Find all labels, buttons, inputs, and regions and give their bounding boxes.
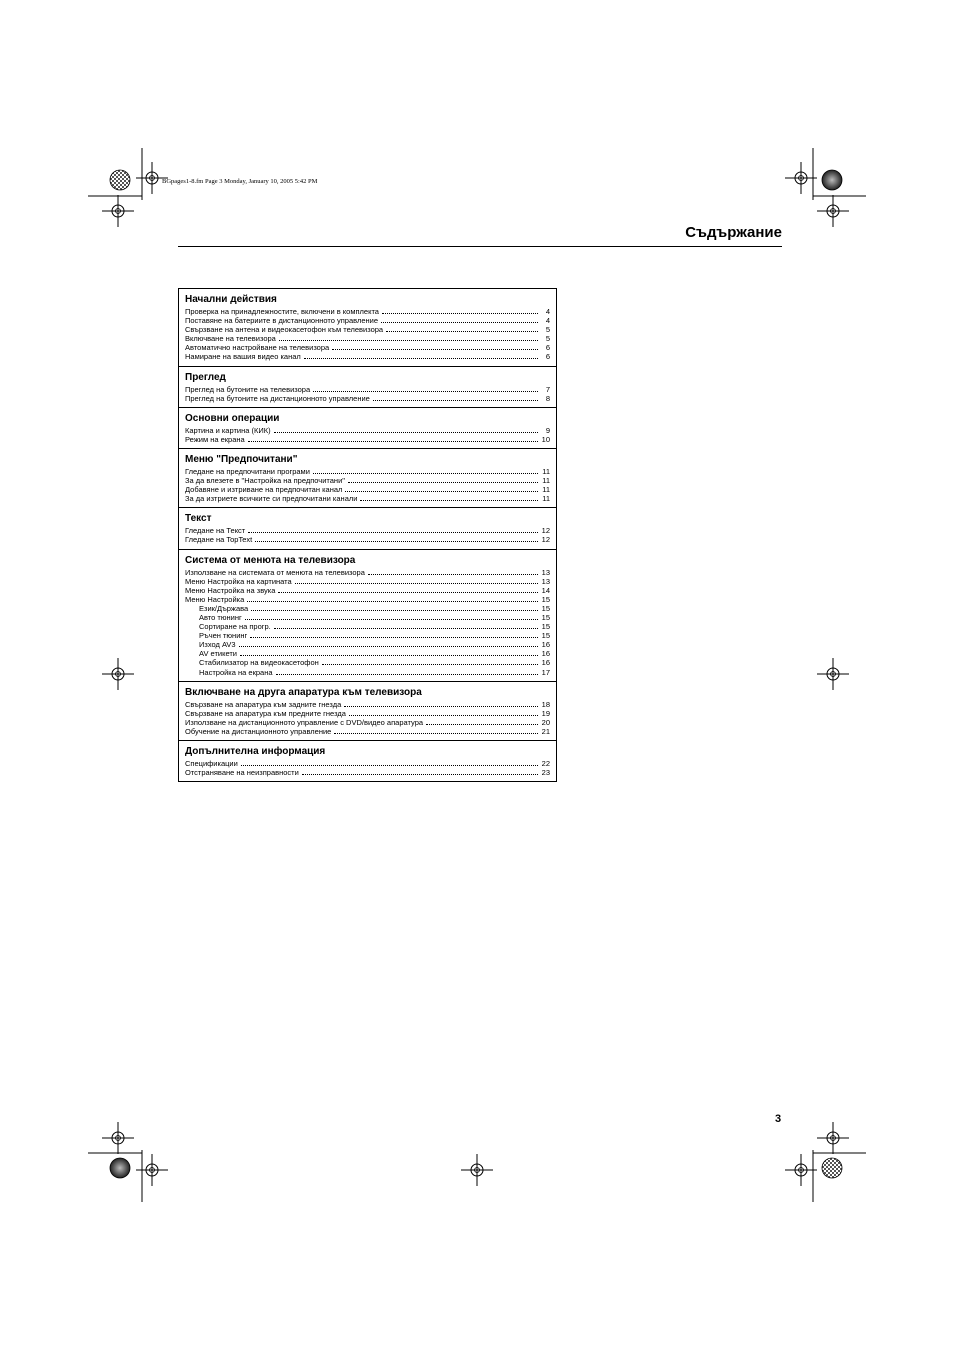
toc-entry-label: Стабилизатор на видеокасетофон <box>199 658 319 668</box>
toc-section-title: Текст <box>185 513 212 525</box>
toc-section <box>179 740 556 781</box>
toc-entry-page: 4 <box>545 316 550 326</box>
toc-entry[interactable] <box>185 759 550 768</box>
toc-entry[interactable] <box>185 604 550 613</box>
toc-entry-page: 5 <box>545 334 550 344</box>
toc-entry[interactable] <box>185 476 550 485</box>
toc-entry-page: 12 <box>541 526 550 536</box>
toc-entry[interactable] <box>185 385 550 394</box>
toc-entry-label: Автоматично настройване на телевизора <box>185 343 330 353</box>
registration-target-icon <box>822 1158 842 1178</box>
print-slug: BGpages1-8.fm Page 3 Monday, January 10, 2005 5:42 PM <box>162 178 318 185</box>
page-title: Съдържание <box>685 224 782 241</box>
toc-entry[interactable] <box>185 334 550 343</box>
toc-entry-page: 11 <box>542 494 550 504</box>
toc-section-title: Меню "Предпочитани" <box>185 453 298 465</box>
toc-entry-label: Гледане на Текст <box>185 526 246 536</box>
toc-entry-page: 8 <box>545 393 550 403</box>
toc-section-title: Основни операции <box>185 412 280 424</box>
toc-entry[interactable] <box>185 586 550 595</box>
toc-entry-page: 16 <box>541 640 550 650</box>
leader-dots <box>386 331 538 332</box>
leader-dots <box>251 610 538 611</box>
leader-dots <box>381 322 538 323</box>
table-of-contents <box>178 288 557 782</box>
leader-dots <box>274 628 538 629</box>
toc-entry[interactable] <box>185 485 550 494</box>
toc-entry-label: Използване на дистанционното управление с DVD/видео апаратура <box>185 717 424 727</box>
toc-entry[interactable] <box>185 595 550 604</box>
toc-entry-page: 10 <box>541 434 550 444</box>
leader-dots <box>313 473 538 474</box>
leader-dots <box>250 637 538 638</box>
toc-entry-page: 13 <box>541 567 550 577</box>
leader-dots <box>274 432 538 433</box>
toc-entry-label: Гледане на TopText <box>185 535 253 545</box>
toc-entry[interactable] <box>185 700 550 709</box>
leader-dots <box>344 706 538 707</box>
toc-entry-label: Сортиране на прогр. <box>199 622 271 632</box>
toc-entry-page: 14 <box>541 585 550 595</box>
leader-dots <box>248 441 538 442</box>
leader-dots <box>373 400 538 401</box>
toc-entry-page: 11 <box>542 476 550 486</box>
toc-entry-label: Обучение на дистанционното управление <box>185 726 332 736</box>
toc-entry[interactable] <box>185 718 550 727</box>
toc-entry[interactable] <box>185 325 550 334</box>
leader-dots <box>245 619 538 620</box>
toc-entry-label: Използване на системата от менюта на телевизора <box>185 567 365 577</box>
toc-entry[interactable] <box>185 307 550 316</box>
toc-entry[interactable] <box>185 467 550 476</box>
toc-section <box>179 366 556 407</box>
leader-dots <box>279 340 538 341</box>
toc-entry-page: 13 <box>541 576 550 586</box>
leader-dots <box>349 715 538 716</box>
toc-entry-page: 5 <box>545 325 550 335</box>
toc-entry-label: Меню Настройка на картината <box>185 576 292 586</box>
toc-entry[interactable] <box>185 709 550 718</box>
leader-dots <box>368 574 538 575</box>
leader-dots <box>382 313 538 314</box>
title-rule <box>178 246 782 247</box>
toc-entry-label: Настройка на екрана <box>199 667 273 677</box>
toc-entry-page: 22 <box>541 759 550 768</box>
leader-dots <box>302 774 538 775</box>
toc-entry-label: Свързване на апаратура към задните гнезда <box>185 699 342 709</box>
toc-entry-page: 23 <box>541 768 550 778</box>
toc-entry[interactable] <box>185 426 550 435</box>
leader-dots <box>332 349 538 350</box>
toc-entry-label: Включване на телевизора <box>185 334 276 344</box>
toc-entry[interactable] <box>185 435 550 444</box>
toc-entry-page: 9 <box>545 425 550 435</box>
toc-entry[interactable] <box>185 649 550 658</box>
toc-entry[interactable] <box>185 613 550 622</box>
leader-dots <box>345 491 538 492</box>
toc-entry-label: AV етикети <box>199 649 237 659</box>
toc-entry[interactable] <box>185 622 550 631</box>
toc-entry-page: 12 <box>541 535 550 545</box>
toc-entry-page: 17 <box>541 667 550 677</box>
toc-entry-label: Преглед на бутоните на телевизора <box>185 384 311 394</box>
toc-entry-label: За да изтриете всичките си предпочитани канали <box>185 494 358 504</box>
toc-section-title: Допълнителна информация <box>185 746 326 757</box>
toc-entry[interactable] <box>185 568 550 577</box>
toc-entry-label: Авто тюнинг <box>199 612 242 622</box>
leader-dots <box>360 500 538 501</box>
toc-section-title: Начални действия <box>185 294 277 305</box>
toc-entry-label: Спецификации <box>185 759 238 768</box>
toc-entry-label: Свързване на антена и видеокасетофон към телевизора <box>185 325 384 335</box>
toc-entry-page: 15 <box>541 631 550 641</box>
leader-dots <box>322 664 538 665</box>
toc-entry-page: 11 <box>542 485 550 495</box>
toc-section-title: Преглед <box>185 371 226 383</box>
toc-entry-page: 15 <box>541 594 550 604</box>
toc-section <box>179 289 556 366</box>
leader-dots <box>241 765 538 766</box>
toc-entry-label: Проверка на принадлежностите, включени в комплекта <box>185 307 379 316</box>
toc-entry-label: Гледане на предпочитани програми <box>185 466 310 476</box>
toc-entry[interactable] <box>185 535 550 544</box>
leader-dots <box>276 674 538 675</box>
toc-entry[interactable] <box>185 577 550 586</box>
toc-entry-page: 16 <box>541 649 550 659</box>
page-number: 3 <box>775 1113 782 1125</box>
leader-dots <box>313 391 538 392</box>
toc-entry[interactable] <box>185 494 550 503</box>
toc-entry-label: Преглед на бутоните на дистанционното управление <box>185 393 370 403</box>
toc-entry-page: 21 <box>541 726 550 736</box>
toc-entry-label: Режим на екрана <box>185 434 245 444</box>
toc-entry-page: 15 <box>541 622 550 632</box>
toc-entry-page: 15 <box>541 603 550 613</box>
toc-entry-label: Поставяне на батериите в дистанционното управление <box>185 316 379 326</box>
toc-entry-label: Език/Държава <box>199 603 249 613</box>
leader-dots <box>247 601 538 602</box>
toc-section-title: Система от менюта на телевизора <box>185 554 356 566</box>
leader-dots <box>295 583 538 584</box>
leader-dots <box>304 358 538 359</box>
toc-section <box>179 549 556 681</box>
toc-entry-page: 6 <box>545 352 550 362</box>
toc-entry[interactable] <box>185 640 550 649</box>
toc-entry[interactable] <box>185 658 550 667</box>
toc-entry-page: 15 <box>541 612 550 622</box>
toc-entry-label: Ръчен тюнинг <box>199 631 248 641</box>
toc-entry-label: Добавяне и изтриване на предпочитан канал <box>185 485 343 495</box>
toc-entry-label: За да влезете в "Настройка на предпочитани" <box>185 476 345 486</box>
toc-entry-label: Свързване на апаратура към предните гнезда <box>185 708 346 718</box>
toc-entry-page: 16 <box>541 658 550 668</box>
toc-section <box>179 448 556 507</box>
toc-entry[interactable] <box>185 343 550 352</box>
toc-entry-page: 7 <box>545 384 550 394</box>
toc-entry[interactable] <box>185 727 550 736</box>
toc-entry-label: Изход AV3 <box>199 640 236 650</box>
toc-entry[interactable] <box>185 316 550 325</box>
leader-dots <box>240 655 538 656</box>
toc-entry-label: Картина и картина (КИК) <box>185 425 271 435</box>
leader-dots <box>348 482 538 483</box>
toc-entry[interactable] <box>185 768 550 777</box>
leader-dots <box>334 733 538 734</box>
toc-section <box>179 681 556 740</box>
toc-entry[interactable] <box>185 394 550 403</box>
toc-entry-label: Меню Настройка на звука <box>185 585 276 595</box>
leader-dots <box>426 724 538 725</box>
toc-entry-page: 11 <box>542 466 550 476</box>
toc-entry[interactable] <box>185 631 550 640</box>
leader-dots <box>248 532 538 533</box>
toc-entry-page: 20 <box>541 717 550 727</box>
toc-section-title: Включване на друга апаратура към телевизора <box>185 686 422 698</box>
toc-entry-label: Меню Настройка <box>185 594 245 604</box>
toc-entry-page: 18 <box>541 699 550 709</box>
toc-entry-page: 19 <box>541 708 550 718</box>
toc-entry-page: 4 <box>545 307 550 316</box>
toc-section <box>179 407 556 448</box>
registration-target-icon <box>110 170 130 190</box>
toc-section <box>179 507 556 548</box>
toc-entry-page: 6 <box>545 343 550 353</box>
leader-dots <box>278 592 538 593</box>
toc-entry[interactable] <box>185 352 550 361</box>
toc-entry-label: Намиране на вашия видео канал <box>185 352 301 362</box>
leader-dots <box>239 646 538 647</box>
toc-entry-label: Отстраняване на неизправности <box>185 768 299 778</box>
toc-entry[interactable] <box>185 526 550 535</box>
registration-target-icon <box>110 1158 130 1178</box>
toc-entry[interactable] <box>185 668 550 677</box>
leader-dots <box>255 541 538 542</box>
registration-target-icon <box>822 170 842 190</box>
